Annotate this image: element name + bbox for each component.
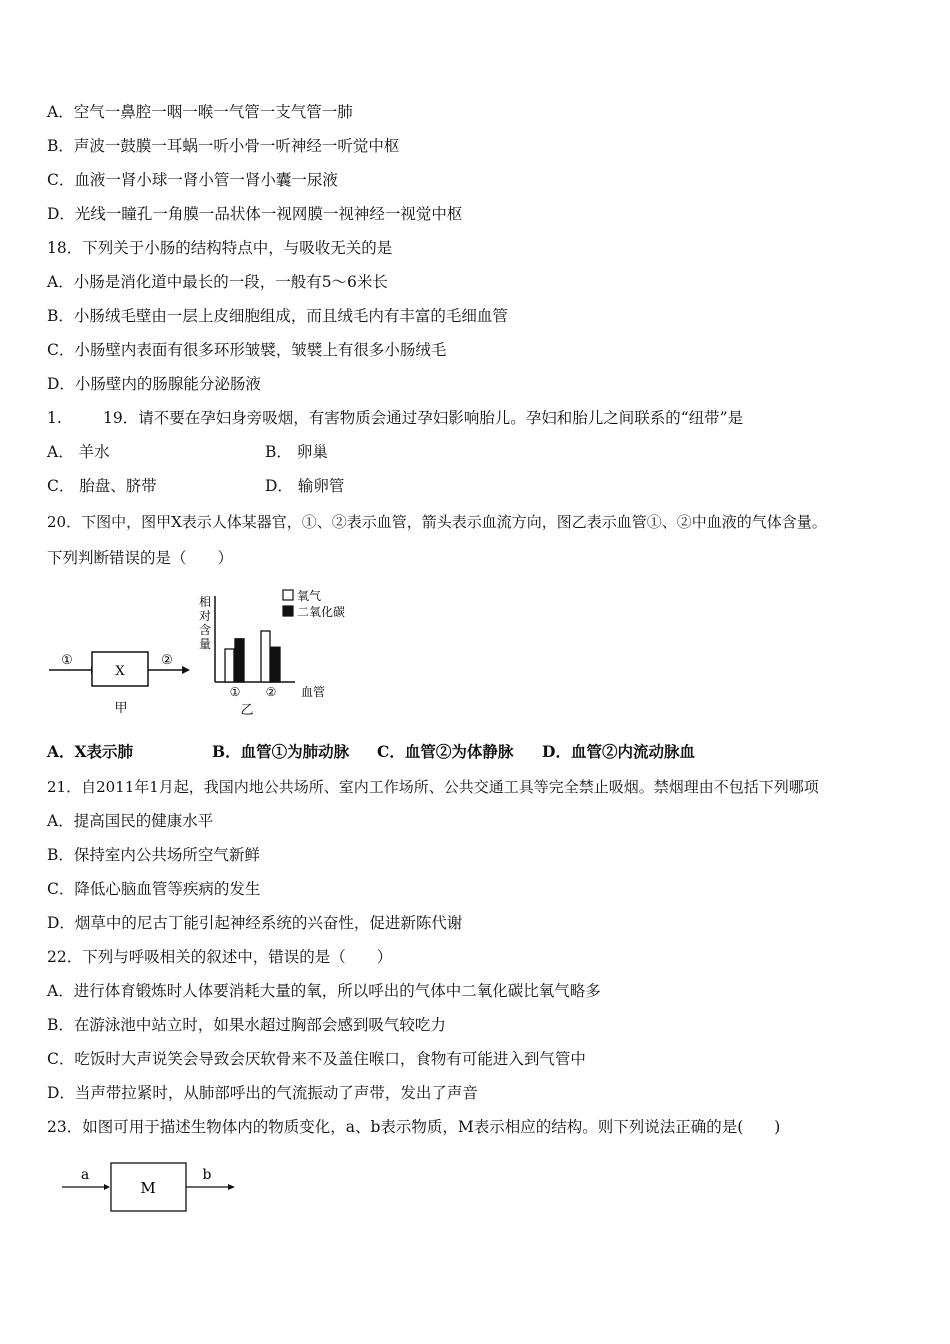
q18-option-b: B．小肠绒毛壁由一层上皮细胞组成，而且绒毛内有丰富的毛细血管 [47,307,508,325]
bar-oxygen-vessel-2 [261,631,270,682]
q23-stem: 23．如图可用于描述生物体内的物质变化，a、b表示物质，M表示相应的结构。则下列说法正确的是( ) [47,1118,781,1136]
q21-option-a: A．提高国民的健康水平 [47,812,214,830]
q22-option-a: A．进行体育锻炼时人体要消耗大量的氧，所以呼出的气体中二氧化碳比氧气略多 [47,982,601,1000]
q20-option-c: C．血管②为体静脉 [377,742,514,761]
q18-option-d: D．小肠壁内的肠腺能分泌肠液 [47,375,261,393]
bar-co2-vessel-2 [271,647,280,682]
q17-option-d: D．光线一瞳孔一角膜一品状体一视网膜一视神经一视觉中枢 [47,205,463,223]
q21-stem: 21．自2011年1月起，我国内地公共场所、室内工作场所、公共交通工具等完全禁止吸烟。禁烟理由不包括下列哪项 [47,778,819,796]
jia-organ-label: X [115,664,125,679]
m-input-label: a [80,1167,90,1183]
q21-option-b: B．保持室内公共场所空气新鲜 [47,846,260,864]
q22-stem: 22．下列与呼吸相关的叙述中，错误的是（ ） [47,948,393,966]
m-structure-label: M [140,1179,156,1197]
chart-caption: 乙 [240,703,254,718]
m-in-arrowhead [104,1184,110,1190]
y-axis-label-char-3: 含 [198,623,212,637]
bar-co2-vessel-1 [235,639,244,682]
jia-caption: 甲 [114,701,128,716]
figure-yi-chart [195,588,365,718]
y-axis-label-char-1: 相 [198,595,212,609]
q18-option-c: C．小肠壁内表面有很多环形皱襞，皱襞上有很多小肠绒毛 [47,341,447,359]
m-output-label: b [202,1167,212,1183]
q20-option-a: A．X表示肺 [47,742,134,761]
q19-stem: 19．请不要在孕妇身旁吸烟，有害物质会通过孕妇影响胎儿。孕妇和胎儿之间联系的“纽带”是 [103,409,744,427]
legend-swatch-oxygen [283,590,293,600]
bar-oxygen-vessel-1 [225,649,234,682]
q20-stem-line2: 下列判断错误的是（ ） [47,549,234,567]
y-axis-label-char-4: 量 [198,637,212,651]
legend-label-oxygen: 氧气 [297,589,322,603]
q22-option-b: B．在游泳池中站立时，如果水超过胸部会感到吸气较吃力 [47,1016,446,1034]
q19-option-b: B． 卵巢 [265,443,328,461]
q19-option-a: A． 羊水 [47,443,110,461]
q22-option-d: D．当声带拉紧时，从肺部呼出的气流振动了声带，发出了声音 [47,1084,478,1102]
legend-label-co2: 二氧化碳 [297,605,346,619]
figure-m-diagram [60,1155,250,1225]
legend-swatch-co2 [283,606,293,616]
q17-option-b: B．声波一鼓膜一耳蜗一听小骨一听神经一听觉中枢 [47,137,400,155]
q17-option-c: C．血液一肾小球一肾小管一肾小囊一尿液 [47,171,338,189]
q21-option-d: D．烟草中的尼古丁能引起神经系统的兴奋性，促进新陈代谢 [47,914,463,932]
q17-option-a: A．空气一鼻腔一咽一喉一气管一支气管一肺 [47,103,353,121]
q18-stem: 18．下列关于小肠的结构特点中，与吸收无关的是 [47,239,393,257]
x-tick-label-1: ① [229,685,241,699]
q22-option-c: C．吃饭时大声说笑会导致会厌软骨来不及盖住喉口，食物有可能进入到气管中 [47,1050,586,1068]
x-axis-label: 血管 [300,685,326,699]
jia-vessel-1-label: ① [61,653,73,668]
q20-stem-line1: 20．下图中，图甲X表示人体某器官，①、②表示血管，箭头表示血流方向，图乙表示血管①、②中血液的气体含量。 [47,513,827,531]
legend [283,588,345,619]
q18-option-a: A．小肠是消化道中最长的一段，一般有5～6米长 [47,273,388,291]
x-tick-label-2: ② [265,685,277,699]
y-axis-label-char-2: 对 [198,609,212,623]
bars-group [225,631,280,682]
q20-option-d: D．血管②内流动脉血 [542,742,695,761]
q19-option-c: C． 胎盘、脐带 [47,477,157,495]
q19-list-number: 1. [47,409,62,427]
q19-option-d: D． 输卵管 [265,477,345,495]
figure-jia [45,640,195,720]
jia-out-arrowhead [182,666,190,674]
jia-vessel-2-label: ② [161,653,173,668]
ticks-group [230,685,277,699]
m-out-arrowhead [228,1184,235,1190]
q20-option-b: B．血管①为肺动脉 [212,742,350,761]
q21-option-c: C．降低心脑血管等疾病的发生 [47,880,261,898]
